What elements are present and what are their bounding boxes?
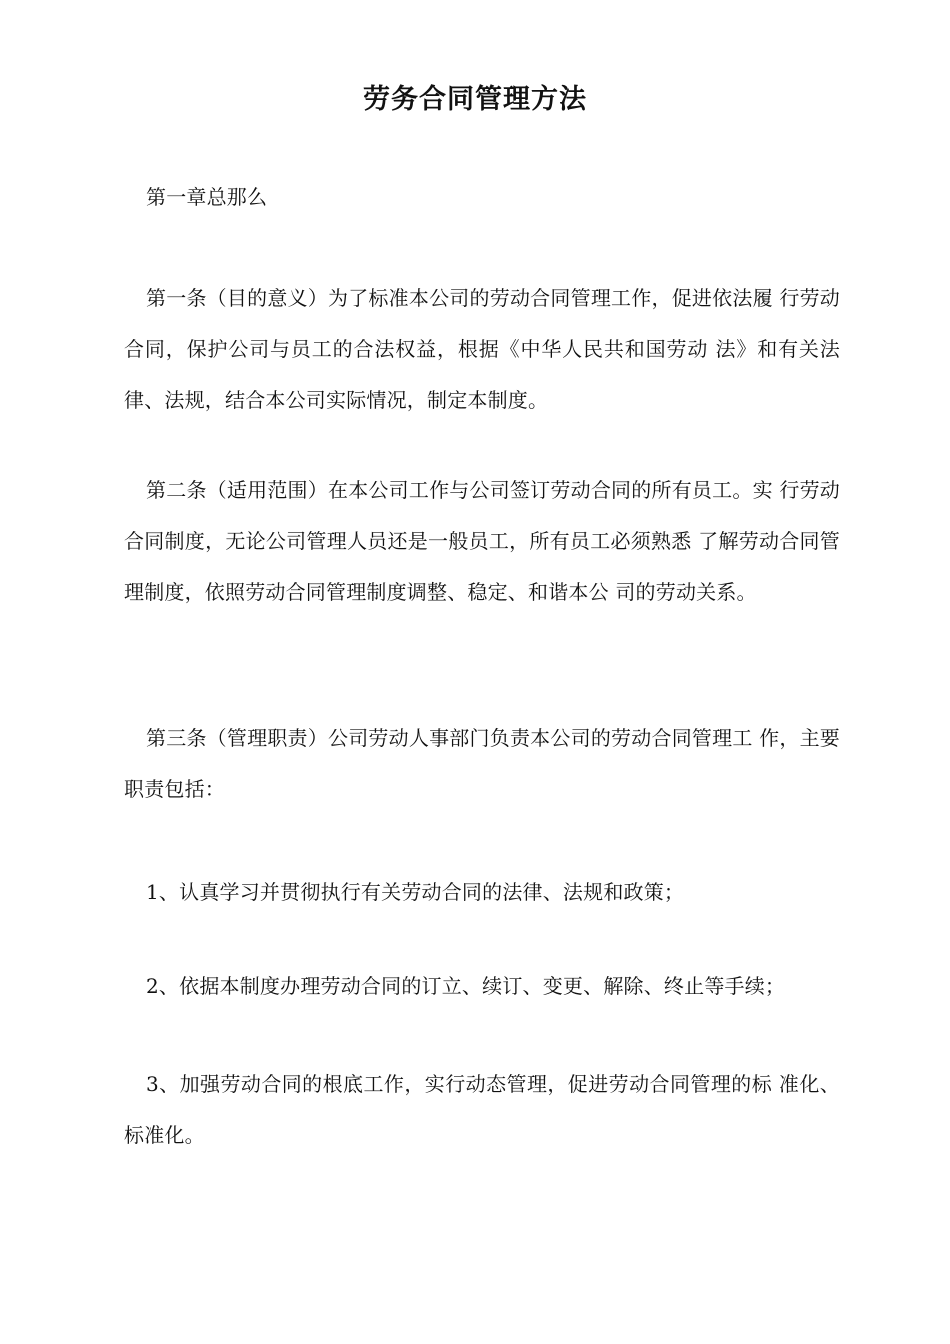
article-3-paragraph: 第三条（管理职责）公司劳动人事部门负责本公司的劳动合同管理工 作，主要职责包括： — [124, 726, 840, 801]
article-1-paragraph: 第一条（目的意义）为了标准本公司的劳动合同管理工作，促进依法履 行劳动合同，保护公司与员工的合法权益，根据《中华人民共和国劳动 法》和有关法律、法规，结合本公司实际情况，制定本制度。 — [124, 286, 840, 412]
chapter-heading: 第一章总那么 — [146, 185, 268, 209]
document-title: 劳务合同管理方法 — [363, 84, 587, 115]
duty-item-3: 3、加强劳动合同的根底工作，实行动态管理，促进劳动合同管理的标 准化、标准化。 — [124, 1072, 840, 1147]
duty-item-2: 2、依据本制度办理劳动合同的订立、续订、变更、解除、终止等手续； — [146, 974, 786, 998]
article-2-paragraph: 第二条（适用范围）在本公司工作与公司签订劳动合同的所有员工。实 行劳动合同制度，无论公司管理人员还是一般员工，所有员工必须熟悉 了解劳动合同管理制度，依照劳动合同管理制度调整、稳定、和谐本公 司的劳动关系。 — [124, 478, 840, 604]
duty-item-1: 1、认真学习并贯彻执行有关劳动合同的法律、法规和政策； — [146, 880, 685, 904]
